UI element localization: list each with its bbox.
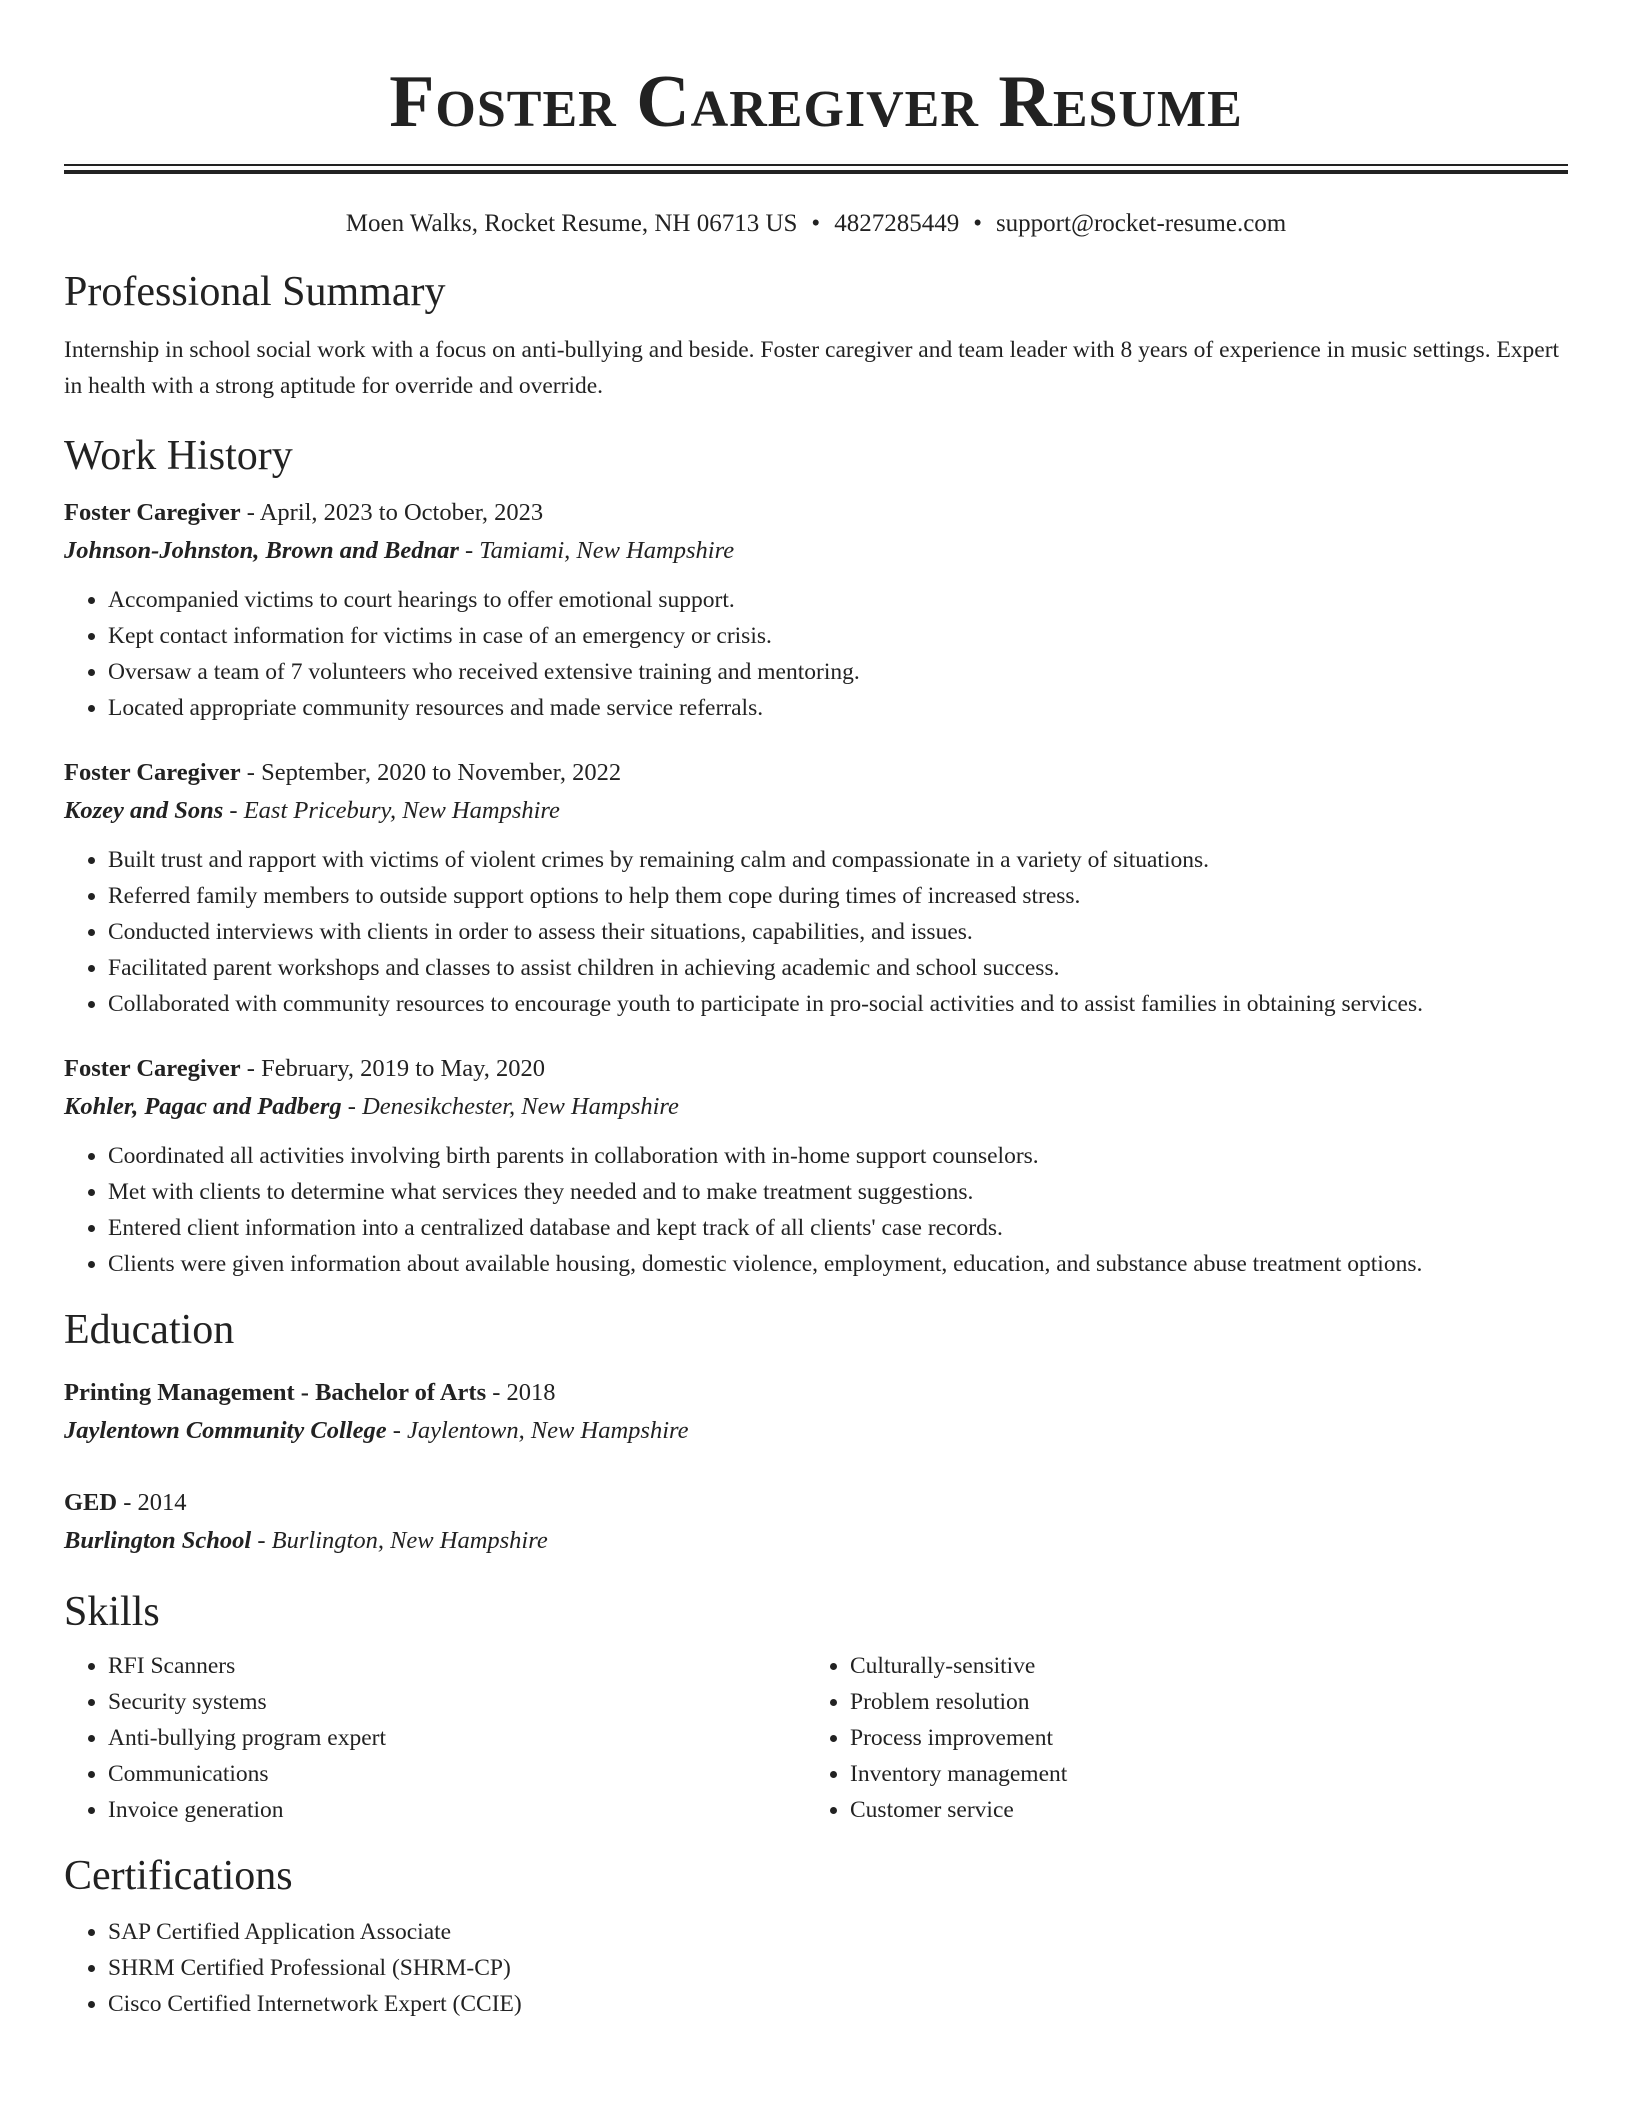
- job-bullets: [64, 582, 1568, 726]
- skill-item: • Inventory management: [850, 1756, 1548, 1792]
- job-role: Foster Caregiver: [64, 759, 241, 786]
- education-section: [64, 1304, 1568, 1560]
- contact-line: [64, 208, 1568, 240]
- skills-heading: Skills: [64, 1589, 160, 1635]
- contact-separator: •: [811, 210, 821, 237]
- job-bullet: • Oversaw a team of 7 volunteers who received extensive training and mentoring.: [108, 654, 1568, 690]
- education-degree: Printing Management - Bachelor of Arts: [64, 1379, 487, 1406]
- job-role: Foster Caregiver: [64, 499, 241, 526]
- job-location: - Denesikchester, New Hampshire: [341, 1093, 679, 1120]
- education-year: - 2014: [117, 1489, 187, 1516]
- skill-item: • Customer service: [850, 1792, 1548, 1828]
- education-entry: [64, 1484, 1568, 1560]
- job-company-line: [64, 792, 1568, 830]
- job-entry: [64, 1050, 1568, 1282]
- job-entry: [64, 494, 1568, 726]
- certifications-list: [64, 1914, 1568, 2022]
- job-bullet: • Located appropriate community resources and made service referrals.: [108, 690, 1568, 726]
- resume-title: Foster Caregiver Resume: [389, 61, 1243, 143]
- title-divider: [64, 164, 1568, 174]
- contact-phone: 4827285449: [834, 210, 960, 237]
- skill-item: • Process improvement: [850, 1720, 1548, 1756]
- job-entry: [64, 754, 1568, 1022]
- certifications-section: [64, 1850, 1568, 2022]
- contact-email: support@rocket-resume.com: [995, 210, 1287, 237]
- job-role: Foster Caregiver: [64, 1055, 241, 1082]
- contact-address: Moen Walks, Rocket Resume, NH 06713 US: [345, 210, 798, 237]
- job-location: - East Pricebury, New Hampshire: [223, 797, 560, 824]
- education-school-line: [64, 1412, 1568, 1450]
- skill-item: • Problem resolution: [850, 1684, 1548, 1720]
- job-bullet: • Facilitated parent workshops and classes to assist children in achieving academic and school success.: [108, 950, 1568, 986]
- summary-heading: Professional Summary: [64, 269, 446, 315]
- certifications-heading: Certifications: [64, 1853, 293, 1899]
- job-company-line: [64, 1088, 1568, 1126]
- certification-item: • SHRM Certified Professional (SHRM-CP): [108, 1950, 1568, 1986]
- certification-item: • Cisco Certified Internetwork Expert (CCIE): [108, 1986, 1568, 2022]
- job-company: Johnson-Johnston, Brown and Bednar: [64, 537, 459, 564]
- job-bullets: [64, 842, 1568, 1022]
- job-dates: - September, 2020 to November, 2022: [240, 759, 622, 786]
- education-school: Jaylentown Community College: [64, 1417, 387, 1444]
- contact-separator: •: [973, 210, 982, 237]
- job-bullet: • Referred family members to outside support options to help them cope during times of increased stress.: [108, 878, 1568, 914]
- skill-item: • Culturally-sensitive: [850, 1648, 1548, 1684]
- skills-columns: [64, 1648, 1568, 1828]
- education-school: Burlington School: [64, 1527, 252, 1554]
- job-bullet: • Met with clients to determine what services they needed and to make treatment suggestions.: [108, 1174, 1568, 1210]
- job-bullet: • Entered client information into a centralized database and kept track of all clients' case records.: [108, 1210, 1568, 1246]
- resume-page: [64, 0, 1568, 2022]
- job-bullet: • Conducted interviews with clients in order to assess their situations, capabilities, and issues.: [108, 914, 1568, 950]
- skill-item: • Invoice generation: [108, 1792, 806, 1828]
- certification-item: • SAP Certified Application Associate: [108, 1914, 1568, 1950]
- skills-section: [64, 1586, 1568, 1828]
- job-dates: - February, 2019 to May, 2020: [240, 1055, 546, 1082]
- education-degree-line: [64, 1484, 1568, 1522]
- job-bullets: [64, 1138, 1568, 1282]
- skill-item: • RFI Scanners: [108, 1648, 806, 1684]
- job-company: Kozey and Sons: [64, 797, 224, 824]
- skill-item: • Communications: [108, 1756, 806, 1792]
- job-dates: - April, 2023 to October, 2023: [240, 499, 544, 526]
- skill-item: • Anti-bullying program expert: [108, 1720, 806, 1756]
- education-location: - Jaylentown, New Hampshire: [386, 1417, 689, 1444]
- job-bullet: • Clients were given information about available housing, domestic violence, employment, education, and substance abuse treatment options.: [108, 1246, 1568, 1282]
- summary-section: [64, 266, 1568, 404]
- education-degree-line: [64, 1374, 1568, 1412]
- job-company-line: [64, 532, 1568, 570]
- job-title-line: [64, 754, 1568, 792]
- job-title-line: [64, 494, 1568, 532]
- job-company: Kohler, Pagac and Padberg: [64, 1093, 342, 1120]
- education-location: - Burlington, New Hampshire: [251, 1527, 548, 1554]
- work-history-heading: Work History: [64, 433, 293, 479]
- education-entry: [64, 1374, 1568, 1450]
- skills-list-right: [806, 1648, 1548, 1828]
- summary-text: Internship in school social work with a focus on anti-bullying and beside. Foster caregiver and team leader with 8 years of experience in music settings. Expert in health with a strong aptitude for override and override.: [64, 337, 1560, 399]
- job-bullet: • Kept contact information for victims in case of an emergency or crisis.: [108, 618, 1568, 654]
- job-title-line: [64, 1050, 1568, 1088]
- skill-item: • Security systems: [108, 1684, 806, 1720]
- job-bullet: • Accompanied victims to court hearings to offer emotional support.: [108, 582, 1568, 618]
- education-heading: Education: [64, 1307, 235, 1353]
- job-location: - Tamiami, New Hampshire: [458, 537, 735, 564]
- work-history-section: [64, 430, 1568, 1282]
- education-degree: GED: [64, 1489, 118, 1516]
- education-school-line: [64, 1522, 1568, 1560]
- skills-list-left: [64, 1648, 806, 1828]
- education-year: - 2018: [486, 1379, 556, 1406]
- job-bullet: • Built trust and rapport with victims of violent crimes by remaining calm and compassionate in a variety of situations.: [108, 842, 1568, 878]
- job-bullet: • Collaborated with community resources to encourage youth to participate in pro-social activities and to assist families in obtaining services.: [108, 986, 1568, 1022]
- job-bullet: • Coordinated all activities involving birth parents in collaboration with in-home support counselors.: [108, 1138, 1568, 1174]
